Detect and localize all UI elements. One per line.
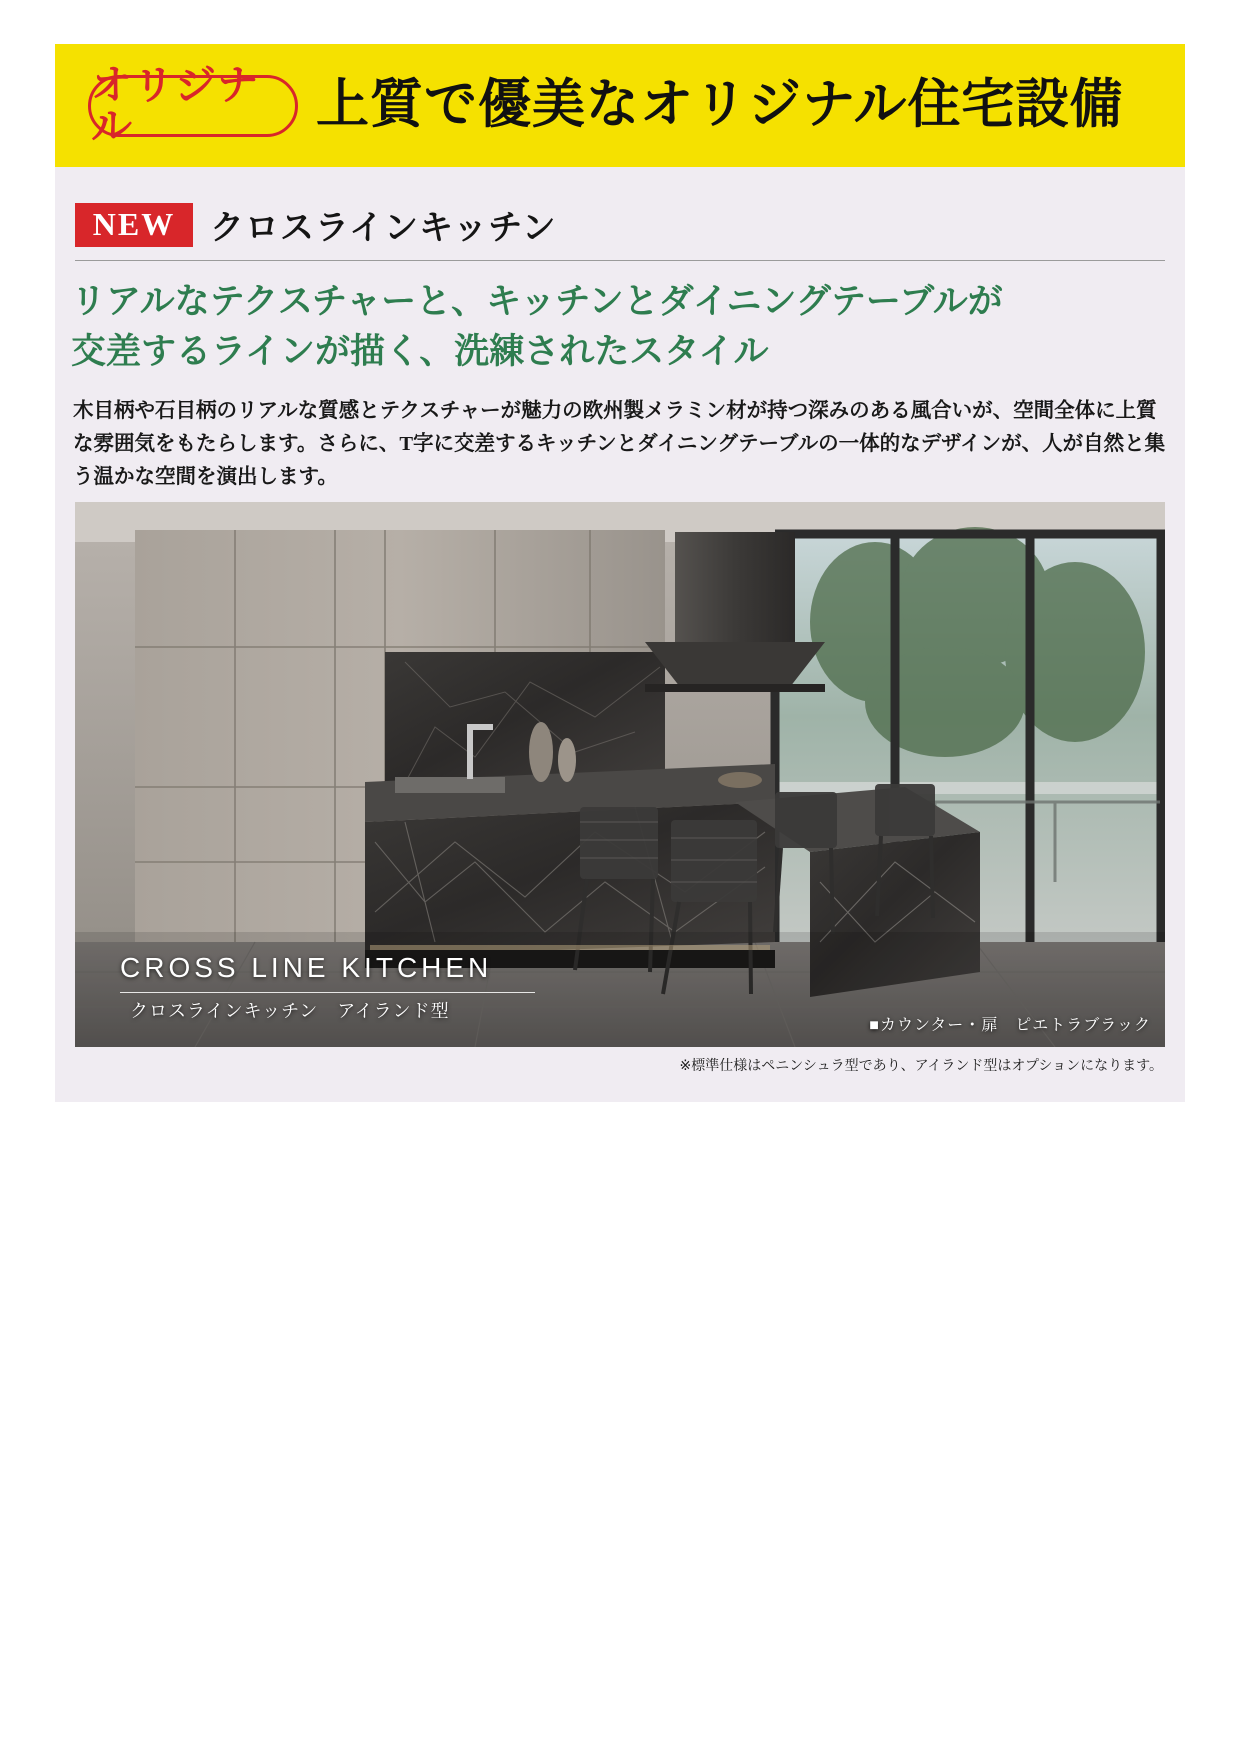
product-title: クロスラインキッチン — [210, 209, 557, 247]
content-panel — [55, 167, 1185, 1102]
original-badge-label: オリジナル — [91, 61, 259, 149]
original-badge — [88, 61, 298, 149]
photo-caption-divider — [120, 992, 535, 993]
lead-copy-line-2: 交差するラインが描く、洗練されたスタイル — [71, 331, 769, 371]
photo-caption-jp: クロスラインキッチン アイランド型 — [130, 1001, 450, 1021]
product-heading-row — [75, 200, 557, 249]
lead-copy — [71, 277, 1171, 376]
photo-swatch-note: ■カウンター・扉 ピエトラブラック — [869, 1017, 1151, 1034]
banner-title: 上質で優美なオリジナル住宅設備 — [316, 76, 1124, 134]
new-badge: NEW — [75, 203, 193, 247]
kitchen-photo — [75, 502, 1165, 1047]
heading-divider — [75, 260, 1165, 261]
lead-copy-line-1: リアルなテクスチャーと、キッチンとダイニングテーブルが — [71, 282, 1003, 321]
photo-caption-en: CROSS LINE KITCHEN — [120, 952, 493, 983]
footnote-text: ※標準仕様はペニンシュラ型であり、アイランド型はオプションになります。 — [679, 1057, 1163, 1073]
header-banner — [55, 44, 1185, 167]
body-copy: 木目柄や石目柄のリアルな質感とテクスチャーが魅力の欧州製メラミン材が持つ深みのある風合いが、空間全体に上質な雰囲気をもたらします。さらに、T字に交差するキッチンとダイニングテーブルの一体的なデザインが、人が自然と集う温かな空間を演出します。 — [73, 400, 1166, 489]
